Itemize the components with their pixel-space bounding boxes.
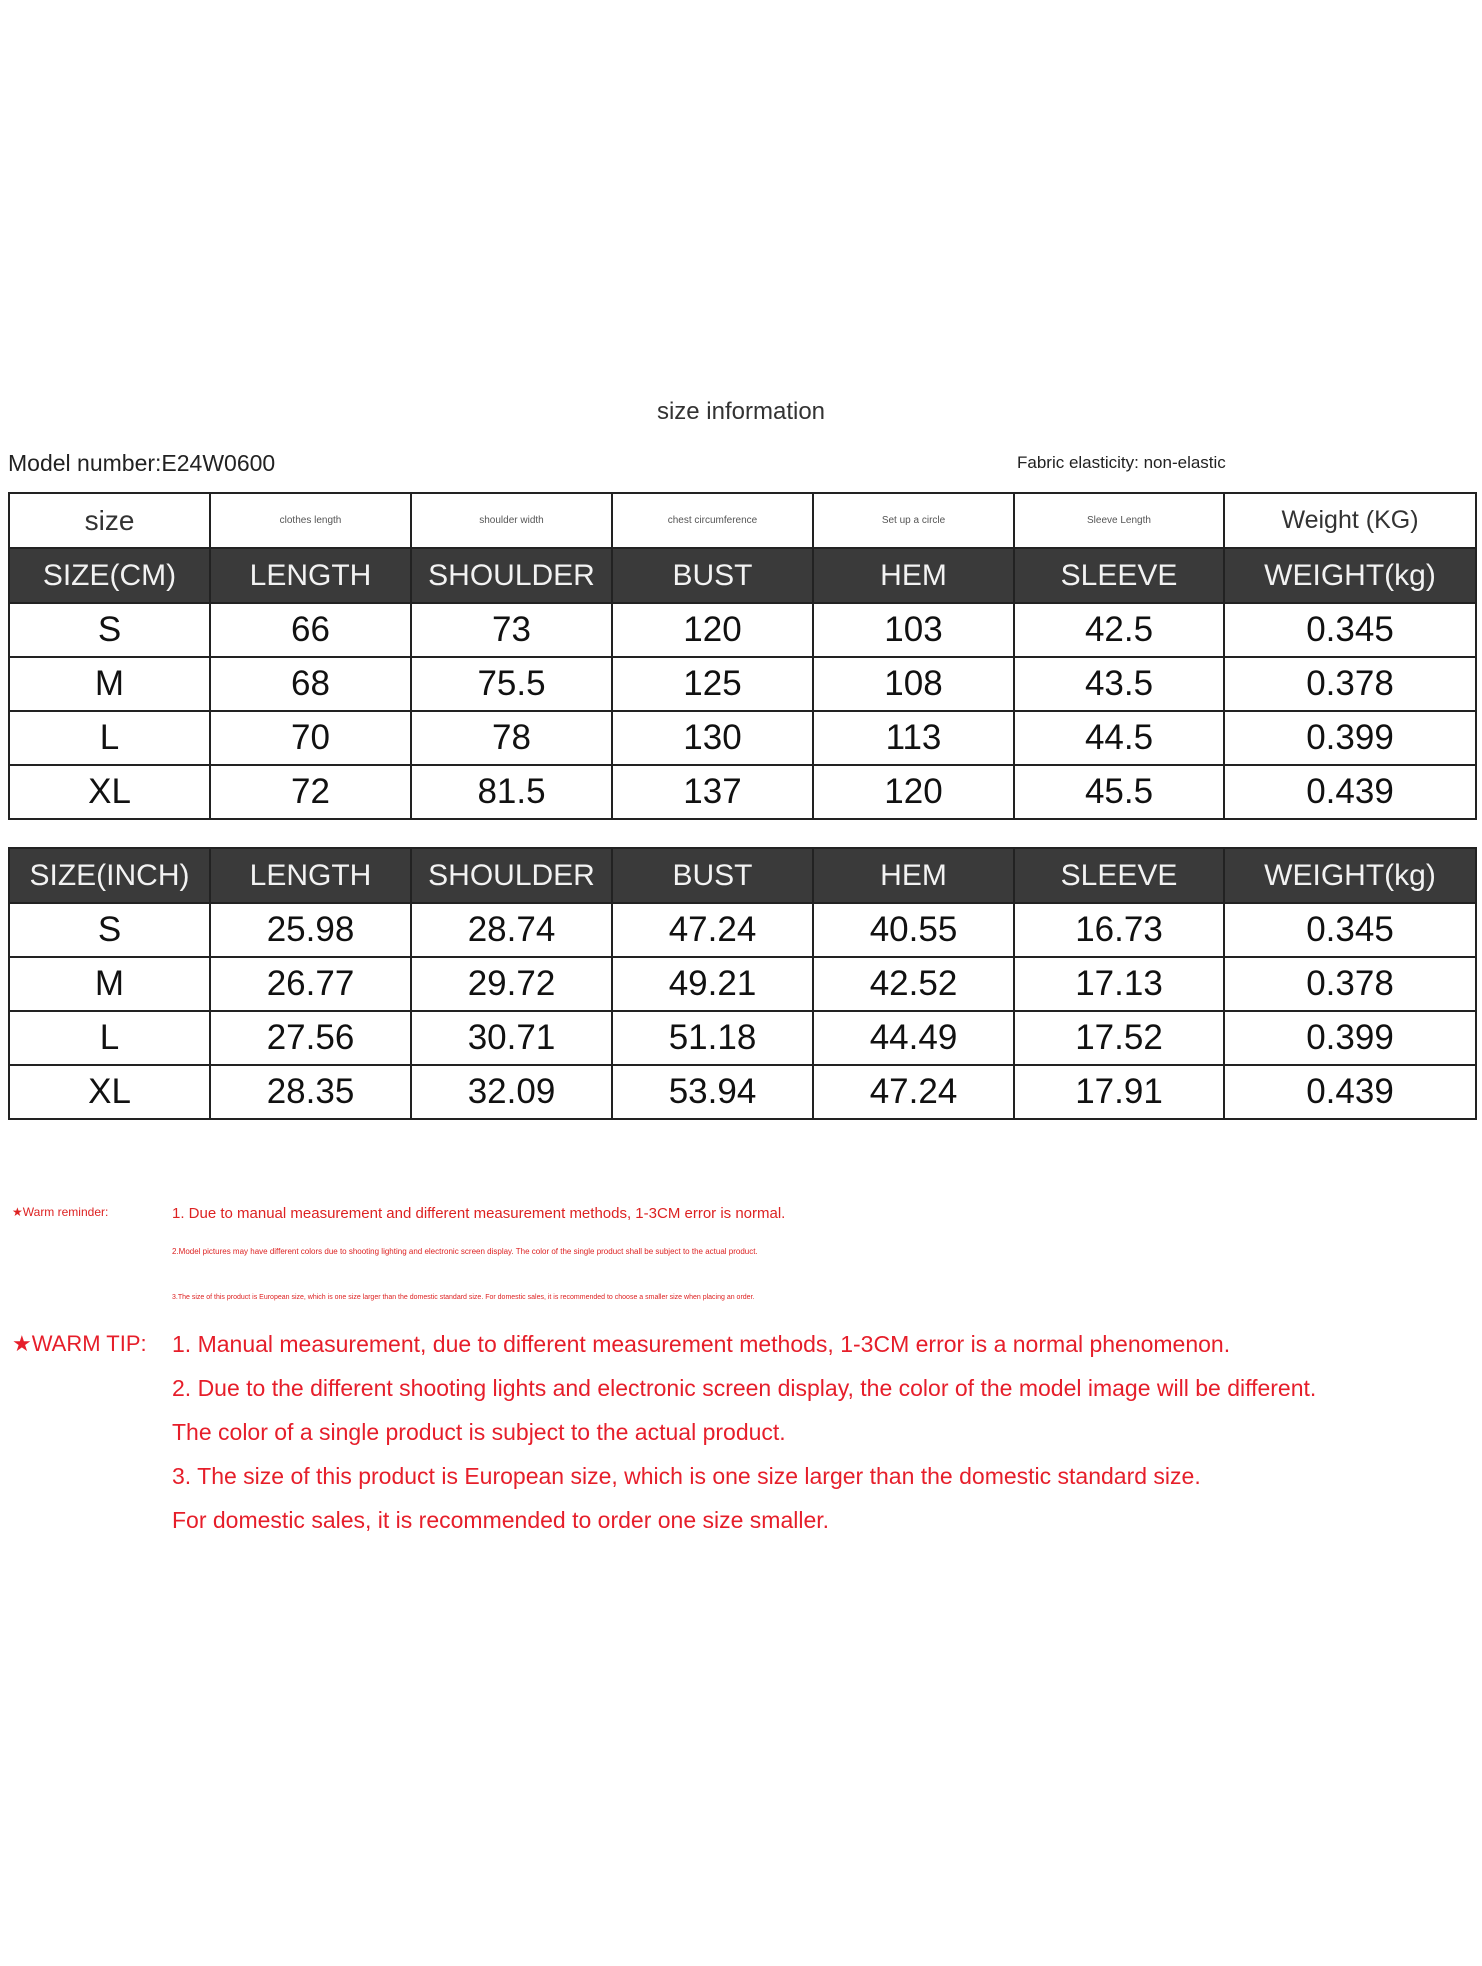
header-size: SIZE(CM) bbox=[9, 548, 210, 603]
cell-hem: 103 bbox=[813, 603, 1014, 657]
cell-size: L bbox=[9, 711, 210, 765]
cell-length: 72 bbox=[210, 765, 411, 819]
warm-tip-line: 3. The size of this product is European size, which is one size larger than the domestic standard size. bbox=[172, 1463, 1201, 1489]
descriptor-hem: Set up a circle bbox=[813, 493, 1014, 548]
cell-sleeve: 44.5 bbox=[1014, 711, 1224, 765]
table-header-row bbox=[9, 548, 1476, 603]
table-row bbox=[9, 765, 1476, 819]
cell-hem: 120 bbox=[813, 765, 1014, 819]
size-table-inch bbox=[8, 847, 1477, 1120]
cell-hem: 40.55 bbox=[813, 903, 1014, 957]
cell-shoulder: 29.72 bbox=[411, 957, 612, 1011]
cell-shoulder: 73 bbox=[411, 603, 612, 657]
cell-shoulder: 30.71 bbox=[411, 1011, 612, 1065]
descriptor-size: size bbox=[9, 493, 210, 548]
cell-sleeve: 17.13 bbox=[1014, 957, 1224, 1011]
cell-bust: 53.94 bbox=[612, 1065, 813, 1119]
header-bust: BUST bbox=[612, 548, 813, 603]
warm-reminder-line: 3.The size of this product is European size, which is one size larger than the domestic standard size. For domestic sales, it is recommended to choose a smaller size when placing an order. bbox=[172, 1294, 755, 1301]
cell-bust: 120 bbox=[612, 603, 813, 657]
cell-size: XL bbox=[9, 1065, 210, 1119]
cell-weight: 0.399 bbox=[1224, 711, 1476, 765]
cell-bust: 130 bbox=[612, 711, 813, 765]
descriptor-shoulder: shoulder width bbox=[411, 493, 612, 548]
table-row bbox=[9, 1011, 1476, 1065]
cell-bust: 49.21 bbox=[612, 957, 813, 1011]
cell-length: 25.98 bbox=[210, 903, 411, 957]
page-title: size information bbox=[656, 398, 826, 425]
cell-length: 70 bbox=[210, 711, 411, 765]
warm-reminder-line: 2.Model pictures may have different colors due to shooting lighting and electronic screen display. The color of the single product shall be subject to the actual product. bbox=[172, 1247, 758, 1256]
cell-hem: 47.24 bbox=[813, 1065, 1014, 1119]
header-shoulder: SHOULDER bbox=[411, 848, 612, 903]
cell-sleeve: 17.91 bbox=[1014, 1065, 1224, 1119]
header-size: SIZE(INCH) bbox=[9, 848, 210, 903]
cell-length: 26.77 bbox=[210, 957, 411, 1011]
header-length: LENGTH bbox=[210, 548, 411, 603]
header-bust: BUST bbox=[612, 848, 813, 903]
cell-weight: 0.399 bbox=[1224, 1011, 1476, 1065]
cell-sleeve: 43.5 bbox=[1014, 657, 1224, 711]
warm-tip-line: 2. Due to the different shooting lights and electronic screen display, the color of the model image will be different. bbox=[172, 1375, 1317, 1401]
cell-hem: 44.49 bbox=[813, 1011, 1014, 1065]
header-sleeve: SLEEVE bbox=[1014, 848, 1224, 903]
table-row bbox=[9, 657, 1476, 711]
descriptor-bust: chest circumference bbox=[612, 493, 813, 548]
warm-tip-label: ★WARM TIP: bbox=[12, 1331, 147, 1356]
cell-length: 66 bbox=[210, 603, 411, 657]
cell-sleeve: 42.5 bbox=[1014, 603, 1224, 657]
cell-bust: 137 bbox=[612, 765, 813, 819]
warm-tip-line: For domestic sales, it is recommended to order one size smaller. bbox=[172, 1507, 830, 1533]
cell-shoulder: 75.5 bbox=[411, 657, 612, 711]
fabric-elasticity: Fabric elasticity: non-elastic bbox=[1017, 453, 1226, 472]
size-table-cm bbox=[8, 492, 1477, 820]
cell-size: M bbox=[9, 957, 210, 1011]
cell-length: 28.35 bbox=[210, 1065, 411, 1119]
cell-hem: 108 bbox=[813, 657, 1014, 711]
cell-bust: 47.24 bbox=[612, 903, 813, 957]
table-row bbox=[9, 603, 1476, 657]
warm-tip-line: 1. Manual measurement, due to different measurement methods, 1-3CM error is a normal phenomenon. bbox=[172, 1331, 1231, 1357]
cell-weight: 0.439 bbox=[1224, 1065, 1476, 1119]
cell-length: 27.56 bbox=[210, 1011, 411, 1065]
descriptor-sleeve: Sleeve Length bbox=[1014, 493, 1224, 548]
warm-reminder-line: 1. Due to manual measurement and different measurement methods, 1-3CM error is normal. bbox=[172, 1205, 786, 1222]
cell-weight: 0.439 bbox=[1224, 765, 1476, 819]
cell-size: XL bbox=[9, 765, 210, 819]
cell-hem: 113 bbox=[813, 711, 1014, 765]
cell-shoulder: 32.09 bbox=[411, 1065, 612, 1119]
cell-bust: 51.18 bbox=[612, 1011, 813, 1065]
cell-size: S bbox=[9, 603, 210, 657]
model-number: Model number:E24W0600 bbox=[8, 450, 276, 476]
cell-size: S bbox=[9, 903, 210, 957]
cell-size: L bbox=[9, 1011, 210, 1065]
header-weight: WEIGHT(kg) bbox=[1224, 848, 1476, 903]
table-header-row bbox=[9, 848, 1476, 903]
descriptor-row bbox=[9, 493, 1476, 548]
cell-sleeve: 16.73 bbox=[1014, 903, 1224, 957]
table-row bbox=[9, 711, 1476, 765]
header-weight: WEIGHT(kg) bbox=[1224, 548, 1476, 603]
cell-weight: 0.378 bbox=[1224, 657, 1476, 711]
descriptor-weight: Weight (KG) bbox=[1224, 493, 1476, 548]
cell-size: M bbox=[9, 657, 210, 711]
table-row bbox=[9, 957, 1476, 1011]
header-hem: HEM bbox=[813, 548, 1014, 603]
cell-weight: 0.345 bbox=[1224, 603, 1476, 657]
cell-shoulder: 28.74 bbox=[411, 903, 612, 957]
cell-hem: 42.52 bbox=[813, 957, 1014, 1011]
header-shoulder: SHOULDER bbox=[411, 548, 612, 603]
header-hem: HEM bbox=[813, 848, 1014, 903]
cell-weight: 0.345 bbox=[1224, 903, 1476, 957]
cell-sleeve: 17.52 bbox=[1014, 1011, 1224, 1065]
header-sleeve: SLEEVE bbox=[1014, 548, 1224, 603]
descriptor-length: clothes length bbox=[210, 493, 411, 548]
header-length: LENGTH bbox=[210, 848, 411, 903]
table-row bbox=[9, 1065, 1476, 1119]
table-row bbox=[9, 903, 1476, 957]
cell-bust: 125 bbox=[612, 657, 813, 711]
cell-shoulder: 81.5 bbox=[411, 765, 612, 819]
cell-length: 68 bbox=[210, 657, 411, 711]
warm-tip-line: The color of a single product is subject to the actual product. bbox=[172, 1419, 786, 1445]
cell-weight: 0.378 bbox=[1224, 957, 1476, 1011]
cell-sleeve: 45.5 bbox=[1014, 765, 1224, 819]
warm-reminder-label: ★Warm reminder: bbox=[12, 1205, 109, 1219]
cell-shoulder: 78 bbox=[411, 711, 612, 765]
